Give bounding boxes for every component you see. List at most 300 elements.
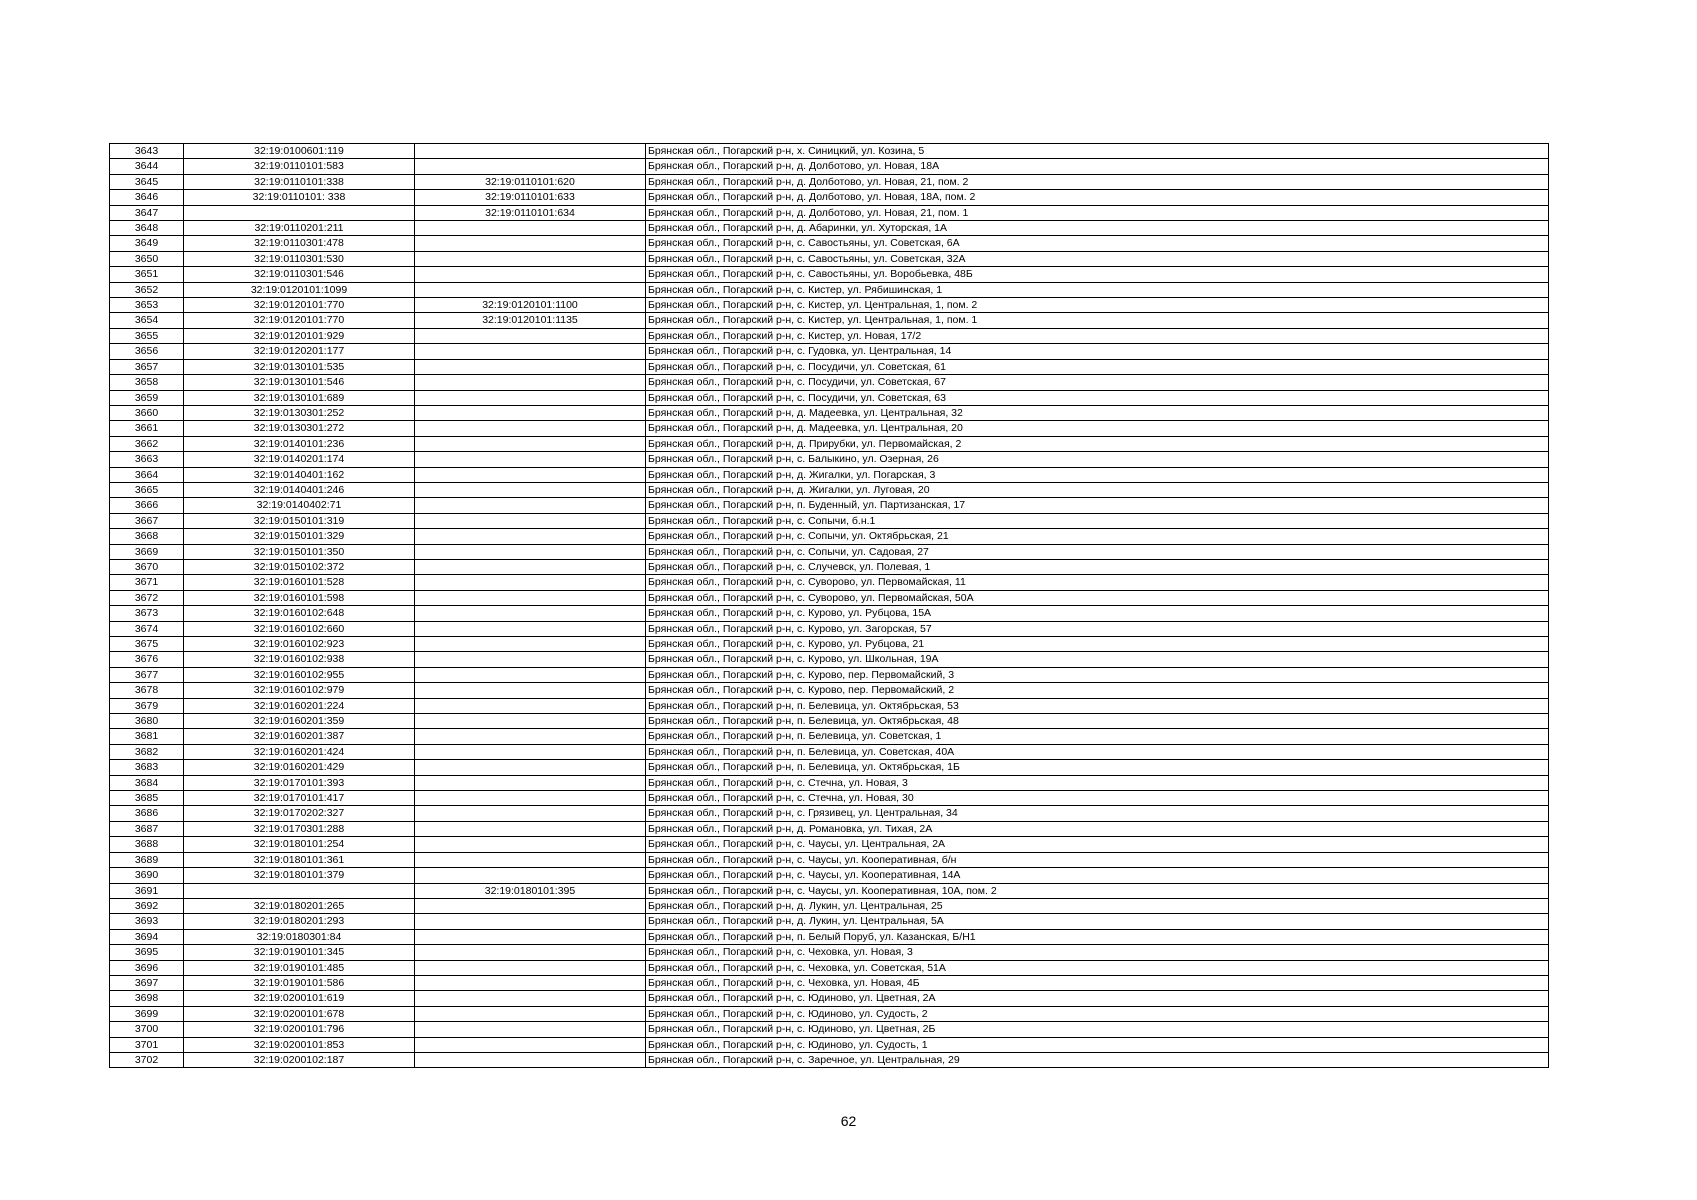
address-cell: Брянская обл., Погарский р-н, с. Гудовка, ул. Центральная, 14 <box>646 344 1549 359</box>
cadastral-number-cell: 32:19:0110301:546 <box>184 267 415 282</box>
row-number-cell: 3661 <box>110 421 184 436</box>
cadastral-number-cell: 32:19:0120101:929 <box>184 328 415 343</box>
row-number-cell: 3693 <box>110 914 184 929</box>
cadastral-number-cell: 32:19:0190101:345 <box>184 945 415 960</box>
cadastral-number-cell: 32:19:0120101:1099 <box>184 282 415 297</box>
table-row <box>110 159 1549 174</box>
table-row <box>110 821 1549 836</box>
cadastral-number-cell: 32:19:0130301:252 <box>184 405 415 420</box>
address-cell: Брянская обл., Погарский р-н, с. Юдиново, ул. Цветная, 2А <box>646 991 1549 1006</box>
row-number-cell: 3672 <box>110 590 184 605</box>
row-number-cell: 3653 <box>110 298 184 313</box>
address-cell: Брянская обл., Погарский р-н, д. Жигалки, ул. Луговая, 20 <box>646 482 1549 497</box>
cadastral-number-cell: 32:19:0170101:417 <box>184 791 415 806</box>
address-cell: Брянская обл., Погарский р-н, с. Стечна, ул. Новая, 3 <box>646 775 1549 790</box>
address-cell: Брянская обл., Погарский р-н, с. Посудичи, ул. Советская, 67 <box>646 375 1549 390</box>
cadastral-number-cell: 32:19:0110301:478 <box>184 236 415 251</box>
address-cell: Брянская обл., Погарский р-н, с. Чеховка, ул. Советская, 51А <box>646 960 1549 975</box>
address-cell: Брянская обл., Погарский р-н, с. Суворово, ул. Первомайская, 50А <box>646 590 1549 605</box>
cadastral-number-cell <box>184 205 415 220</box>
row-number-cell: 3678 <box>110 683 184 698</box>
related-cadastral-number-cell <box>415 282 646 297</box>
related-cadastral-number-cell <box>415 1037 646 1052</box>
row-number-cell: 3702 <box>110 1052 184 1067</box>
table-row <box>110 575 1549 590</box>
row-number-cell: 3694 <box>110 929 184 944</box>
address-cell: Брянская обл., Погарский р-н, п. Белый Поруб, ул. Казанская, Б/Н1 <box>646 929 1549 944</box>
row-number-cell: 3685 <box>110 791 184 806</box>
address-cell: Брянская обл., Погарский р-н, с. Заречное, ул. Центральная, 29 <box>646 1052 1549 1067</box>
related-cadastral-number-cell <box>415 421 646 436</box>
row-number-cell: 3663 <box>110 452 184 467</box>
related-cadastral-number-cell <box>415 482 646 497</box>
row-number-cell: 3669 <box>110 544 184 559</box>
address-cell: Брянская обл., Погарский р-н, с. Чеховка, ул. Новая, 3 <box>646 945 1549 960</box>
related-cadastral-number-cell <box>415 405 646 420</box>
cadastral-number-cell: 32:19:0140402:71 <box>184 498 415 513</box>
row-number-cell: 3662 <box>110 436 184 451</box>
cadastral-number-cell: 32:19:0120201:177 <box>184 344 415 359</box>
address-cell: Брянская обл., Погарский р-н, с. Чаусы, ул. Кооперативная, 10А, пом. 2 <box>646 883 1549 898</box>
related-cadastral-number-cell <box>415 929 646 944</box>
table-row <box>110 1022 1549 1037</box>
table-row <box>110 698 1549 713</box>
table-row <box>110 667 1549 682</box>
cadastral-number-cell: 32:19:0110301:530 <box>184 251 415 266</box>
row-number-cell: 3681 <box>110 729 184 744</box>
cadastral-number-cell: 32:19:0200101:619 <box>184 991 415 1006</box>
row-number-cell: 3670 <box>110 559 184 574</box>
address-cell: Брянская обл., Погарский р-н, с. Курово, ул. Рубцова, 15А <box>646 606 1549 621</box>
cadastral-number-cell: 32:19:0180101:254 <box>184 837 415 852</box>
cadastral-number-cell: 32:19:0140201:174 <box>184 452 415 467</box>
cadastral-number-cell: 32:19:0140401:162 <box>184 467 415 482</box>
cadastral-number-cell: 32:19:0160201:424 <box>184 744 415 759</box>
address-cell: Брянская обл., Погарский р-н, д. Мадеевка, ул. Центральная, 32 <box>646 405 1549 420</box>
address-cell: Брянская обл., Погарский р-н, д. Долботово, ул. Новая, 18А <box>646 159 1549 174</box>
address-cell: Брянская обл., Погарский р-н, с. Сопычи, б.н.1 <box>646 513 1549 528</box>
related-cadastral-number-cell <box>415 698 646 713</box>
cadastral-number-cell: 32:19:0170301:288 <box>184 821 415 836</box>
related-cadastral-number-cell <box>415 914 646 929</box>
row-number-cell: 3676 <box>110 652 184 667</box>
row-number-cell: 3658 <box>110 375 184 390</box>
cadastral-number-cell: 32:19:0180201:293 <box>184 914 415 929</box>
related-cadastral-number-cell <box>415 606 646 621</box>
row-number-cell: 3700 <box>110 1022 184 1037</box>
cadastral-number-cell: 32:19:0160201:224 <box>184 698 415 713</box>
related-cadastral-number-cell <box>415 898 646 913</box>
related-cadastral-number-cell <box>415 821 646 836</box>
cadastral-number-cell: 32:19:0200102:187 <box>184 1052 415 1067</box>
address-cell: Брянская обл., Погарский р-н, п. Белевица, ул. Октябрьская, 1Б <box>646 760 1549 775</box>
row-number-cell: 3657 <box>110 359 184 374</box>
address-cell: Брянская обл., Погарский р-н, д. Абаринки, ул. Хуторская, 1А <box>646 221 1549 236</box>
address-cell: Брянская обл., Погарский р-н, с. Посудичи, ул. Советская, 61 <box>646 359 1549 374</box>
related-cadastral-number-cell <box>415 945 646 960</box>
address-cell: Брянская обл., Погарский р-н, п. Белевица, ул. Октябрьская, 48 <box>646 714 1549 729</box>
table-row <box>110 960 1549 975</box>
cadastral-number-cell: 32:19:0170202:327 <box>184 806 415 821</box>
cadastral-number-cell: 32:19:0110101: 338 <box>184 190 415 205</box>
cadastral-number-cell: 32:19:0160101:598 <box>184 590 415 605</box>
table-row <box>110 714 1549 729</box>
table-row <box>110 945 1549 960</box>
table-row <box>110 1052 1549 1067</box>
table-row <box>110 467 1549 482</box>
related-cadastral-number-cell <box>415 637 646 652</box>
table-row <box>110 282 1549 297</box>
cadastral-number-cell: 32:19:0190101:586 <box>184 975 415 990</box>
related-cadastral-number-cell <box>415 498 646 513</box>
row-number-cell: 3679 <box>110 698 184 713</box>
cadastral-number-cell: 32:19:0130101:535 <box>184 359 415 374</box>
row-number-cell: 3656 <box>110 344 184 359</box>
table-row <box>110 868 1549 883</box>
related-cadastral-number-cell <box>415 652 646 667</box>
related-cadastral-number-cell <box>415 513 646 528</box>
table-row <box>110 405 1549 420</box>
row-number-cell: 3695 <box>110 945 184 960</box>
table-row <box>110 359 1549 374</box>
address-cell: Брянская обл., Погарский р-н, с. Курово, пер. Первомайский, 3 <box>646 667 1549 682</box>
address-cell: Брянская обл., Погарский р-н, д. Прирубки, ул. Первомайская, 2 <box>646 436 1549 451</box>
cadastral-number-cell: 32:19:0200101:678 <box>184 1006 415 1021</box>
address-cell: Брянская обл., Погарский р-н, с. Курово, ул. Загорская, 57 <box>646 621 1549 636</box>
address-cell: Брянская обл., Погарский р-н, п. Буденный, ул. Партизанская, 17 <box>646 498 1549 513</box>
records-table <box>109 143 1549 1068</box>
related-cadastral-number-cell <box>415 575 646 590</box>
row-number-cell: 3684 <box>110 775 184 790</box>
row-number-cell: 3677 <box>110 667 184 682</box>
cadastral-number-cell: 32:19:0170101:393 <box>184 775 415 790</box>
cadastral-number-cell: 32:19:0110101:338 <box>184 174 415 189</box>
table-row <box>110 205 1549 220</box>
table-row <box>110 236 1549 251</box>
address-cell: Брянская обл., Погарский р-н, с. Чаусы, ул. Центральная, 2А <box>646 837 1549 852</box>
table-row <box>110 344 1549 359</box>
row-number-cell: 3673 <box>110 606 184 621</box>
row-number-cell: 3668 <box>110 529 184 544</box>
row-number-cell: 3654 <box>110 313 184 328</box>
related-cadastral-number-cell <box>415 436 646 451</box>
row-number-cell: 3671 <box>110 575 184 590</box>
related-cadastral-number-cell <box>415 1022 646 1037</box>
row-number-cell: 3687 <box>110 821 184 836</box>
related-cadastral-number-cell <box>415 960 646 975</box>
cadastral-number-cell: 32:19:0200101:796 <box>184 1022 415 1037</box>
row-number-cell: 3696 <box>110 960 184 975</box>
row-number-cell: 3698 <box>110 991 184 1006</box>
table-row <box>110 144 1549 159</box>
table-row <box>110 744 1549 759</box>
address-cell: Брянская обл., Погарский р-н, п. Белевица, ул. Советская, 1 <box>646 729 1549 744</box>
table-row <box>110 482 1549 497</box>
related-cadastral-number-cell <box>415 344 646 359</box>
table-row <box>110 637 1549 652</box>
table-row <box>110 883 1549 898</box>
table-row <box>110 852 1549 867</box>
table-row <box>110 313 1549 328</box>
row-number-cell: 3648 <box>110 221 184 236</box>
related-cadastral-number-cell <box>415 760 646 775</box>
address-cell: Брянская обл., Погарский р-н, с. Кистер, ул. Рябишинская, 1 <box>646 282 1549 297</box>
table-row <box>110 559 1549 574</box>
cadastral-number-cell: 32:19:0200101:853 <box>184 1037 415 1052</box>
related-cadastral-number-cell: 32:19:0110101:634 <box>415 205 646 220</box>
table-row <box>110 452 1549 467</box>
address-cell: Брянская обл., Погарский р-н, с. Курово, ул. Школьная, 19А <box>646 652 1549 667</box>
table-row <box>110 1006 1549 1021</box>
cadastral-number-cell: 32:19:0150101:319 <box>184 513 415 528</box>
related-cadastral-number-cell <box>415 359 646 374</box>
cadastral-number-cell: 32:19:0180101:361 <box>184 852 415 867</box>
related-cadastral-number-cell <box>415 775 646 790</box>
cadastral-number-cell: 32:19:0140101:236 <box>184 436 415 451</box>
cadastral-number-cell: 32:19:0150101:350 <box>184 544 415 559</box>
address-cell: Брянская обл., Погарский р-н, д. Мадеевка, ул. Центральная, 20 <box>646 421 1549 436</box>
row-number-cell: 3652 <box>110 282 184 297</box>
row-number-cell: 3701 <box>110 1037 184 1052</box>
address-cell: Брянская обл., Погарский р-н, с. Стечна, ул. Новая, 30 <box>646 791 1549 806</box>
related-cadastral-number-cell <box>415 159 646 174</box>
address-cell: Брянская обл., Погарский р-н, с. Сопычи, ул. Садовая, 27 <box>646 544 1549 559</box>
address-cell: Брянская обл., Погарский р-н, с. Кистер, ул. Центральная, 1, пом. 2 <box>646 298 1549 313</box>
row-number-cell: 3664 <box>110 467 184 482</box>
address-cell: Брянская обл., Погарский р-н, с. Чаусы, ул. Кооперативная, б/н <box>646 852 1549 867</box>
row-number-cell: 3680 <box>110 714 184 729</box>
related-cadastral-number-cell <box>415 991 646 1006</box>
row-number-cell: 3646 <box>110 190 184 205</box>
table-row <box>110 991 1549 1006</box>
cadastral-number-cell: 32:19:0190101:485 <box>184 960 415 975</box>
related-cadastral-number-cell <box>415 868 646 883</box>
table-row <box>110 837 1549 852</box>
table-row <box>110 929 1549 944</box>
table-row <box>110 174 1549 189</box>
row-number-cell: 3697 <box>110 975 184 990</box>
row-number-cell: 3665 <box>110 482 184 497</box>
row-number-cell: 3649 <box>110 236 184 251</box>
row-number-cell: 3683 <box>110 760 184 775</box>
row-number-cell: 3675 <box>110 637 184 652</box>
row-number-cell: 3688 <box>110 837 184 852</box>
table-row <box>110 914 1549 929</box>
address-cell: Брянская обл., Погарский р-н, с. Чеховка, ул. Новая, 4Б <box>646 975 1549 990</box>
table-row <box>110 621 1549 636</box>
row-number-cell: 3651 <box>110 267 184 282</box>
cadastral-number-cell: 32:19:0110101:583 <box>184 159 415 174</box>
table-row <box>110 898 1549 913</box>
address-cell: Брянская обл., Погарский р-н, с. Юдиново, ул. Судость, 1 <box>646 1037 1549 1052</box>
address-cell: Брянская обл., Погарский р-н, с. Курово, ул. Рубцова, 21 <box>646 637 1549 652</box>
related-cadastral-number-cell <box>415 236 646 251</box>
related-cadastral-number-cell: 32:19:0110101:633 <box>415 190 646 205</box>
table-row <box>110 267 1549 282</box>
row-number-cell: 3650 <box>110 251 184 266</box>
table-row <box>110 1037 1549 1052</box>
row-number-cell: 3690 <box>110 868 184 883</box>
row-number-cell: 3674 <box>110 621 184 636</box>
related-cadastral-number-cell: 32:19:0180101:395 <box>415 883 646 898</box>
address-cell: Брянская обл., Погарский р-н, с. Савостьяны, ул. Воробьевка, 48Б <box>646 267 1549 282</box>
row-number-cell: 3644 <box>110 159 184 174</box>
row-number-cell: 3699 <box>110 1006 184 1021</box>
address-cell: Брянская обл., Погарский р-н, с. Юдиново, ул. Судость, 2 <box>646 1006 1549 1021</box>
address-cell: Брянская обл., Погарский р-н, п. Белевица, ул. Октябрьская, 53 <box>646 698 1549 713</box>
table-row <box>110 760 1549 775</box>
address-cell: Брянская обл., Погарский р-н, д. Долботово, ул. Новая, 18А, пом. 2 <box>646 190 1549 205</box>
address-cell: Брянская обл., Погарский р-н, д. Романовка, ул. Тихая, 2А <box>646 821 1549 836</box>
table-body <box>110 144 1549 1068</box>
address-cell: Брянская обл., Погарский р-н, с. Курово, пер. Первомайский, 2 <box>646 683 1549 698</box>
page-number: 62 <box>840 1113 857 1129</box>
cadastral-number-cell: 32:19:0160102:923 <box>184 637 415 652</box>
cadastral-number-cell: 32:19:0180301:84 <box>184 929 415 944</box>
address-cell: Брянская обл., Погарский р-н, с. Грязивец, ул. Центральная, 34 <box>646 806 1549 821</box>
related-cadastral-number-cell <box>415 1052 646 1067</box>
address-cell: Брянская обл., Погарский р-н, х. Синицкий, ул. Козина, 5 <box>646 144 1549 159</box>
related-cadastral-number-cell <box>415 452 646 467</box>
related-cadastral-number-cell <box>415 251 646 266</box>
related-cadastral-number-cell <box>415 791 646 806</box>
address-cell: Брянская обл., Погарский р-н, д. Жигалки, ул. Погарская, 3 <box>646 467 1549 482</box>
address-cell: Брянская обл., Погарский р-н, с. Сопычи, ул. Октябрьская, 21 <box>646 529 1549 544</box>
row-number-cell: 3667 <box>110 513 184 528</box>
address-cell: Брянская обл., Погарский р-н, с. Чаусы, ул. Кооперативная, 14А <box>646 868 1549 883</box>
cadastral-number-cell: 32:19:0180101:379 <box>184 868 415 883</box>
table-row <box>110 390 1549 405</box>
row-number-cell: 3682 <box>110 744 184 759</box>
cadastral-number-cell: 32:19:0110201:211 <box>184 221 415 236</box>
address-cell: Брянская обл., Погарский р-н, с. Суворово, ул. Первомайская, 11 <box>646 575 1549 590</box>
address-cell: Брянская обл., Погарский р-н, п. Белевица, ул. Советская, 40А <box>646 744 1549 759</box>
cadastral-number-cell: 32:19:0160101:528 <box>184 575 415 590</box>
row-number-cell: 3660 <box>110 405 184 420</box>
related-cadastral-number-cell <box>415 267 646 282</box>
address-cell: Брянская обл., Погарский р-н, д. Долботово, ул. Новая, 21, пом. 2 <box>646 174 1549 189</box>
cadastral-number-cell: 32:19:0160102:955 <box>184 667 415 682</box>
table-row <box>110 975 1549 990</box>
related-cadastral-number-cell: 32:19:0120101:1135 <box>415 313 646 328</box>
related-cadastral-number-cell <box>415 328 646 343</box>
table-row <box>110 775 1549 790</box>
address-cell: Брянская обл., Погарский р-н, с. Кистер, ул. Новая, 17/2 <box>646 328 1549 343</box>
cadastral-number-cell: 32:19:0120101:770 <box>184 313 415 328</box>
row-number-cell: 3659 <box>110 390 184 405</box>
table-row <box>110 498 1549 513</box>
related-cadastral-number-cell <box>415 529 646 544</box>
address-cell: Брянская обл., Погарский р-н, д. Лукин, ул. Центральная, 25 <box>646 898 1549 913</box>
related-cadastral-number-cell: 32:19:0120101:1100 <box>415 298 646 313</box>
related-cadastral-number-cell <box>415 852 646 867</box>
related-cadastral-number-cell <box>415 744 646 759</box>
table-row <box>110 221 1549 236</box>
table-row <box>110 513 1549 528</box>
related-cadastral-number-cell <box>415 683 646 698</box>
cadastral-number-cell: 32:19:0160102:938 <box>184 652 415 667</box>
row-number-cell: 3645 <box>110 174 184 189</box>
address-cell: Брянская обл., Погарский р-н, с. Савостьяны, ул. Советская, 32А <box>646 251 1549 266</box>
table-row <box>110 421 1549 436</box>
table-row <box>110 375 1549 390</box>
address-cell: Брянская обл., Погарский р-н, д. Долботово, ул. Новая, 21, пом. 1 <box>646 205 1549 220</box>
table-row <box>110 328 1549 343</box>
related-cadastral-number-cell <box>415 837 646 852</box>
cadastral-number-cell: 32:19:0150102:372 <box>184 559 415 574</box>
table-row <box>110 652 1549 667</box>
address-cell: Брянская обл., Погарский р-н, с. Посудичи, ул. Советская, 63 <box>646 390 1549 405</box>
cadastral-number-cell: 32:19:0100601:119 <box>184 144 415 159</box>
cadastral-number-cell: 32:19:0160201:387 <box>184 729 415 744</box>
related-cadastral-number-cell <box>415 390 646 405</box>
related-cadastral-number-cell <box>415 621 646 636</box>
row-number-cell: 3689 <box>110 852 184 867</box>
related-cadastral-number-cell <box>415 544 646 559</box>
table-row <box>110 791 1549 806</box>
related-cadastral-number-cell <box>415 144 646 159</box>
table-row <box>110 806 1549 821</box>
cadastral-number-cell: 32:19:0130301:272 <box>184 421 415 436</box>
related-cadastral-number-cell <box>415 559 646 574</box>
cadastral-number-cell: 32:19:0160201:429 <box>184 760 415 775</box>
table-row <box>110 606 1549 621</box>
table-row <box>110 590 1549 605</box>
related-cadastral-number-cell <box>415 467 646 482</box>
table-row <box>110 436 1549 451</box>
table-row <box>110 190 1549 205</box>
related-cadastral-number-cell <box>415 975 646 990</box>
address-cell: Брянская обл., Погарский р-н, с. Савостьяны, ул. Советская, 6А <box>646 236 1549 251</box>
row-number-cell: 3686 <box>110 806 184 821</box>
cadastral-number-cell: 32:19:0160201:359 <box>184 714 415 729</box>
related-cadastral-number-cell <box>415 714 646 729</box>
cadastral-number-cell: 32:19:0120101:770 <box>184 298 415 313</box>
cadastral-number-cell: 32:19:0130101:546 <box>184 375 415 390</box>
related-cadastral-number-cell <box>415 729 646 744</box>
cadastral-number-cell <box>184 883 415 898</box>
table-row <box>110 298 1549 313</box>
row-number-cell: 3643 <box>110 144 184 159</box>
cadastral-number-cell: 32:19:0180201:265 <box>184 898 415 913</box>
cadastral-number-cell: 32:19:0150101:329 <box>184 529 415 544</box>
related-cadastral-number-cell <box>415 375 646 390</box>
table-row <box>110 544 1549 559</box>
cadastral-number-cell: 32:19:0160102:648 <box>184 606 415 621</box>
related-cadastral-number-cell <box>415 667 646 682</box>
cadastral-number-cell: 32:19:0130101:689 <box>184 390 415 405</box>
address-cell: Брянская обл., Погарский р-н, с. Кистер, ул. Центральная, 1, пом. 1 <box>646 313 1549 328</box>
row-number-cell: 3655 <box>110 328 184 343</box>
related-cadastral-number-cell <box>415 1006 646 1021</box>
related-cadastral-number-cell <box>415 590 646 605</box>
address-cell: Брянская обл., Погарский р-н, с. Юдиново, ул. Цветная, 2Б <box>646 1022 1549 1037</box>
cadastral-number-cell: 32:19:0140401:246 <box>184 482 415 497</box>
address-cell: Брянская обл., Погарский р-н, д. Лукин, ул. Центральная, 5А <box>646 914 1549 929</box>
row-number-cell: 3647 <box>110 205 184 220</box>
cadastral-number-cell: 32:19:0160102:979 <box>184 683 415 698</box>
row-number-cell: 3666 <box>110 498 184 513</box>
related-cadastral-number-cell <box>415 221 646 236</box>
related-cadastral-number-cell: 32:19:0110101:620 <box>415 174 646 189</box>
table-row <box>110 251 1549 266</box>
table-row <box>110 683 1549 698</box>
cadastral-number-cell: 32:19:0160102:660 <box>184 621 415 636</box>
table-row <box>110 529 1549 544</box>
address-cell: Брянская обл., Погарский р-н, с. Случевск, ул. Полевая, 1 <box>646 559 1549 574</box>
row-number-cell: 3692 <box>110 898 184 913</box>
related-cadastral-number-cell <box>415 806 646 821</box>
